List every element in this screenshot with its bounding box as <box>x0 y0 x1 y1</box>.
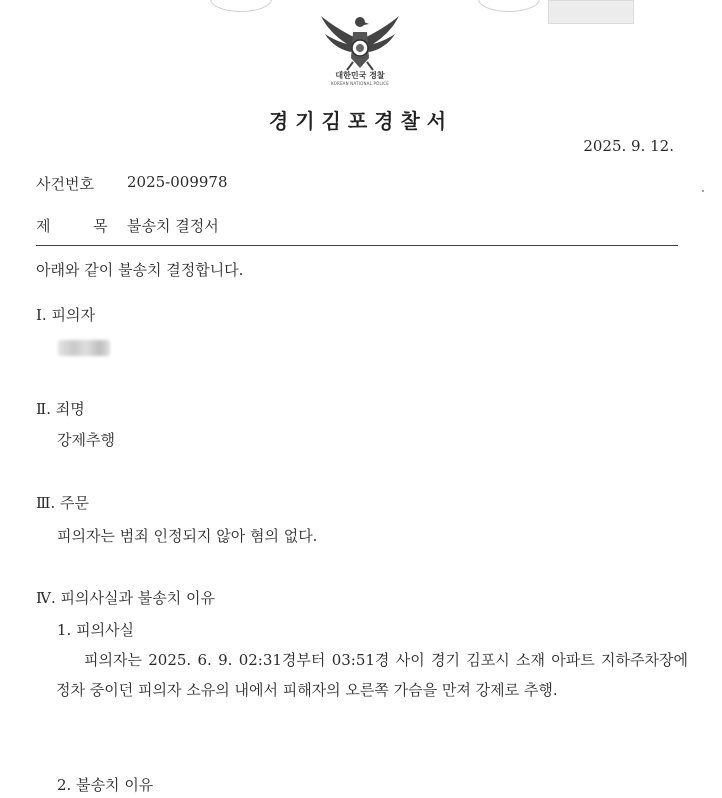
eagle-emblem-icon <box>317 10 403 72</box>
facts-subheading-2: 2. 불송치 이유 <box>57 776 154 794</box>
office-title: 경기김포경찰서 <box>268 109 454 133</box>
scan-artifact-arc <box>478 0 540 12</box>
section-order-body: 피의자는 범죄 인정되지 않아 혐의 없다. <box>57 527 318 545</box>
facts-body: 피의자는 2025. 6. 9. 02:31경부터 03:51경 사이 경기 김포시 소재 아파트 지하주차장에 정차 중이던 피의자 소유의 내에서 피해자의 오른쪽 가슴을 만져 강제로 추행. <box>56 651 688 699</box>
redacted-suspect-name <box>58 340 110 356</box>
intro-text: 아래와 같이 불송치 결정합니다. <box>36 261 244 279</box>
facts-subheading-1: 1. 피의사실 <box>57 621 135 639</box>
subject-value: 불송치 결정서 <box>127 217 219 235</box>
document-date: 2025. 9. 12. <box>583 137 674 155</box>
scan-speck <box>702 190 704 192</box>
case-number-value: 2025-009978 <box>127 173 228 191</box>
header-divider <box>36 245 678 246</box>
section-facts-heading: Ⅳ. 피의사실과 불송치 이유 <box>36 589 215 607</box>
scan-artifact-arc <box>210 0 272 12</box>
emblem-name-korean: 대한민국 경찰 <box>335 71 385 80</box>
section-suspect-heading: Ⅰ. 피의자 <box>36 306 95 324</box>
section-order-heading: Ⅲ. 주문 <box>36 494 89 512</box>
police-emblem <box>310 10 410 96</box>
section-offense-body: 강제추행 <box>57 431 115 449</box>
section-offense-heading: Ⅱ. 죄명 <box>36 400 85 418</box>
emblem-name-english: KOREAN NATIONAL POLICE <box>331 81 389 86</box>
redacted-stamp <box>548 0 634 24</box>
case-number-label: 사건번호 <box>36 175 94 193</box>
subject-label: 제 목 <box>36 217 108 235</box>
